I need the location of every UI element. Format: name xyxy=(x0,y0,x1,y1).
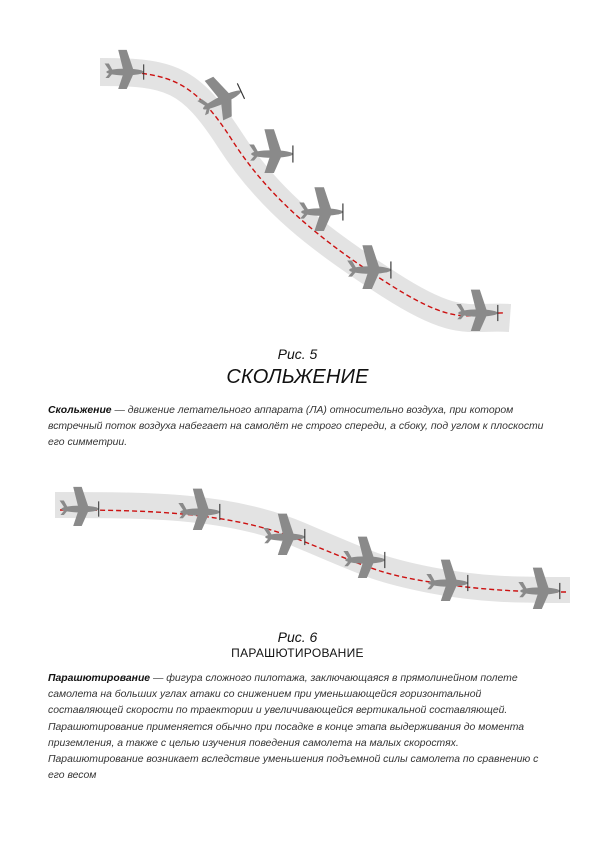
figure-6-caption: Рис. 6 xyxy=(277,629,318,645)
term-label: Парашютирование xyxy=(48,673,151,684)
term-label: Скольжение xyxy=(48,405,112,416)
flight-band xyxy=(100,72,510,318)
definition-text: — фигура сложного пилотажа, заключающаяся в прямолинейном полете самолета на больших углах атаки со снижением при уменьшающейся горизонтальной составляющей скорости по траектории и увеличивающейся вертикальной составляющей. Парашютирование применяется обычно при посадке в конце этапа выдерживания до момента приземления, а также с целью изучения поведения самолета на малых скоростях. Парашютирование возникает вследствие уменьшения подъемной силы самолета по сравнению с его весом xyxy=(48,673,539,782)
figure-5-heading: СКОЛЬЖЕНИЕ xyxy=(226,366,369,388)
figure-5-caption: Рис. 5 xyxy=(277,346,318,362)
figure-5-definition xyxy=(48,403,553,452)
figure-6-heading: ПАРАШЮТИРОВАНИЕ xyxy=(231,646,364,660)
definition-text: — движение летательного аппарата (ЛА) относительно воздуха, при котором встречный поток воздуха набегает на самолёт не строго спереди, а сбоку, под углом к плоскости его симметрии. xyxy=(48,405,544,449)
figure-6-definition xyxy=(48,671,553,784)
figure-6-mushing-diagram xyxy=(0,478,595,628)
figure-5-sideslip-diagram xyxy=(0,40,595,340)
flight-band xyxy=(55,505,570,590)
trajectory-line xyxy=(110,72,505,316)
